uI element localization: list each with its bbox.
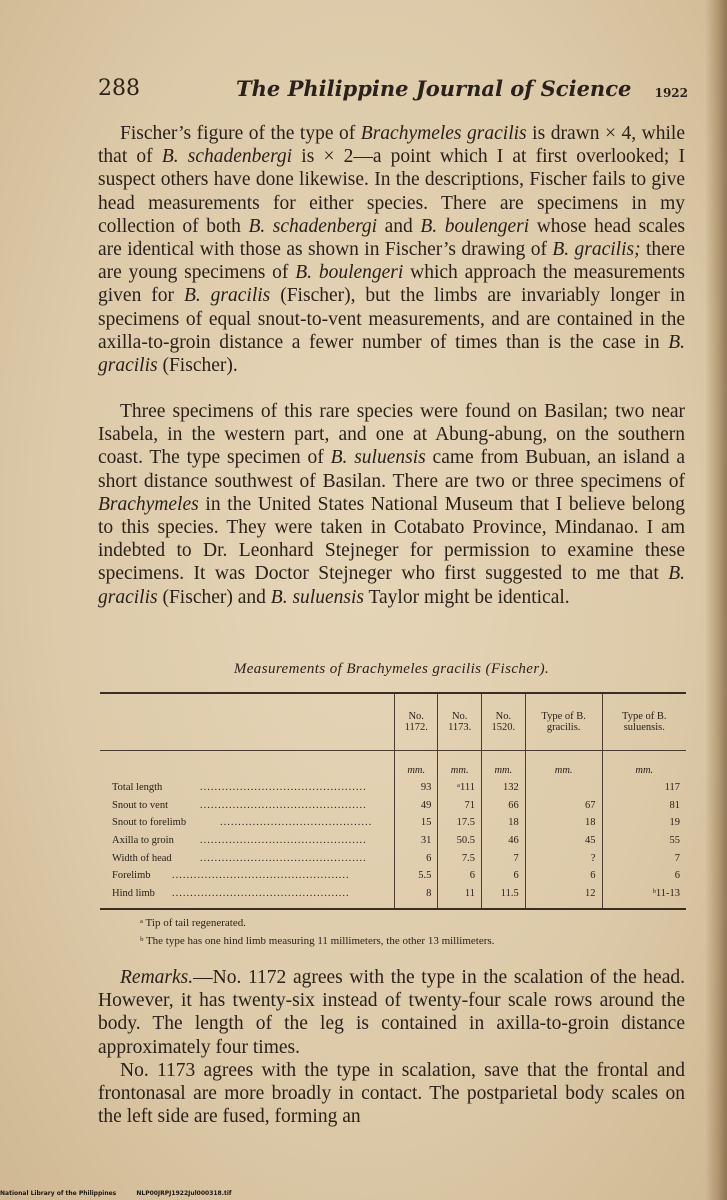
col-header: Type of B. gracilis. bbox=[525, 693, 602, 751]
paragraph-3: Remarks.—No. 1172 agrees with the type in the scalation of the head. However, it has twenty-six instead of twenty-four scale rows around the body. The length of the leg is contained in axilla-to-groin distance approximately four times. No. 1173 agrees with the type in scalation, save that the frontal and frontonasal are more broadly in contact. The postparietal body scales on the left side are fused, forming an bbox=[98, 967, 685, 1128]
col-header: Type of B. suluensis. bbox=[602, 693, 686, 751]
scan-footer bbox=[0, 1190, 250, 1197]
unit-cell: mm. bbox=[438, 751, 482, 780]
running-header bbox=[98, 76, 688, 110]
paragraph-2: Three specimens of this rare species were found on Basilan; two near Isabela, in the western part, and one at Abung-abung, on the southern coast. The type specimen of B. suluensis came from Bubuan, an island a short distance southwest of Basilan. There are two or three specimens of Brachymeles in the United States National Museum that I believe belong to this species. They were taken in Cotabato Province, Mindanao. I am indebted to Dr. Leonhard Stejneger for permission to examine these specimens. It was Doctor Stejneger who first suggested to me that B. gracilis (Fischer) and B. suluensis Taylor might be identical. bbox=[98, 401, 685, 608]
row-label: Width of head bbox=[112, 852, 172, 864]
cell: 5.5 bbox=[395, 867, 438, 885]
row-label: Hind limb bbox=[112, 887, 155, 899]
cell: 67 bbox=[525, 797, 602, 815]
cell: ? bbox=[525, 849, 602, 867]
page-number: 288 bbox=[98, 76, 140, 101]
table-row: Hind limb ................................................. 8 11 11.5 12 ᵇ11-13 bbox=[100, 885, 686, 910]
footnote-a: ᵃ Tip of tail regenerated. bbox=[140, 917, 246, 929]
row-label: Snout to vent bbox=[112, 799, 169, 811]
footnote-b: ᵇ The type has one hind limb measuring 11 millimeters, the other 13 millimeters. bbox=[140, 935, 495, 947]
header-label-cell bbox=[100, 693, 395, 751]
row-label: Total length bbox=[112, 782, 163, 794]
cell: 71 bbox=[438, 797, 482, 815]
cell: 55 bbox=[602, 832, 686, 850]
cell: 81 bbox=[602, 797, 686, 815]
unit-cell: mm. bbox=[602, 751, 686, 780]
cell: 8 bbox=[395, 885, 438, 910]
cell: 31 bbox=[395, 832, 438, 850]
table-row: Total length .............................................. 93 ᵃ111 132 117 bbox=[100, 779, 686, 797]
table-row: Width of head .............................................. 6 7.5 7 ? 7 bbox=[100, 849, 686, 867]
cell: 11.5 bbox=[481, 885, 525, 910]
cell: 6 bbox=[525, 867, 602, 885]
cell: 7 bbox=[481, 849, 525, 867]
paragraph-1: Fischer’s figure of the type of Brachymeles gracilis is drawn × 4, while that of B. schadenbergi is × 2—a point which I at first overlooked; I suspect others have done likewise. In the descriptions, Fischer fails to give head measurements for either species. There are specimens in my collection of both B. schadenbergi and B. boulengeri whose head scales are identical with those as shown in Fischer’s drawing of B. gracilis; there are young specimens of B. boulengeri which approach the measurements given for B. gracilis (Fischer), but the limbs are invariably longer in specimens of equal snout-to-vent measurements, and are contained in the axilla-to-groin distance a fewer number of times than is the case in B. gracilis (Fischer). bbox=[98, 123, 686, 377]
cell: 7 bbox=[602, 849, 686, 867]
cell: 6 bbox=[395, 849, 438, 867]
cell: 93 bbox=[395, 779, 438, 797]
row-label: Axilla to groin bbox=[112, 835, 174, 847]
cell: 46 bbox=[481, 832, 525, 850]
library-name: National Library of the Philippines bbox=[0, 1190, 117, 1197]
unit-cell: mm. bbox=[525, 751, 602, 780]
table-row: Snout to forelimb .......................................... 15 17.5 18 18 19 bbox=[100, 814, 686, 832]
cell: 11 bbox=[438, 885, 482, 910]
journal-title: The Philippine Journal of Science bbox=[236, 76, 632, 101]
cell: 18 bbox=[481, 814, 525, 832]
table-caption: Measurements of Brachymeles gracilis (Fischer). bbox=[233, 661, 550, 677]
cell bbox=[525, 779, 602, 797]
file-name: NLP00JRPJ1922Jul000318.tif bbox=[136, 1190, 232, 1197]
col-header: No. 1173. bbox=[438, 693, 482, 751]
cell: 18 bbox=[525, 814, 602, 832]
row-label: Forelimb bbox=[112, 870, 151, 882]
cell: 45 bbox=[525, 832, 602, 850]
cell: 7.5 bbox=[438, 849, 482, 867]
col-header: No. 1520. bbox=[481, 693, 525, 751]
cell: 132 bbox=[481, 779, 525, 797]
cell: ᵇ11-13 bbox=[602, 885, 686, 910]
header-year: 1922 bbox=[654, 86, 688, 100]
cell: 117 bbox=[602, 779, 686, 797]
cell: 6 bbox=[602, 867, 686, 885]
table-footnotes bbox=[140, 914, 680, 950]
table-row: Axilla to groin .............................................. 31 50.5 46 45 55 bbox=[100, 832, 686, 850]
table-header-row bbox=[100, 693, 686, 751]
cell: 66 bbox=[481, 797, 525, 815]
cell: ᵃ111 bbox=[438, 779, 482, 797]
cell: 12 bbox=[525, 885, 602, 910]
cell: 49 bbox=[395, 797, 438, 815]
cell: 6 bbox=[481, 867, 525, 885]
table-row: Forelimb ................................................. 5.5 6 6 6 6 bbox=[100, 867, 686, 885]
table-row: Snout to vent .............................................. 49 71 66 67 81 bbox=[100, 797, 686, 815]
units-row bbox=[100, 751, 686, 780]
remarks-label: Remarks. bbox=[120, 967, 194, 988]
unit-cell: mm. bbox=[481, 751, 525, 780]
page-edge-shadow bbox=[705, 0, 727, 1200]
cell: 19 bbox=[602, 814, 686, 832]
cell: 6 bbox=[438, 867, 482, 885]
cell: 17.5 bbox=[438, 814, 482, 832]
measurements-table bbox=[100, 692, 686, 910]
cell: 50.5 bbox=[438, 832, 482, 850]
unit-cell: mm. bbox=[395, 751, 438, 780]
cell: 15 bbox=[395, 814, 438, 832]
row-label: Snout to forelimb bbox=[112, 817, 187, 829]
paragraph-4: No. 1173 agrees with the type in scalation, save that the frontal and frontonasal are more broadly in contact. The postparietal body scales on the left side are fused, forming an bbox=[98, 1059, 685, 1128]
col-header: No. 1172. bbox=[395, 693, 438, 751]
